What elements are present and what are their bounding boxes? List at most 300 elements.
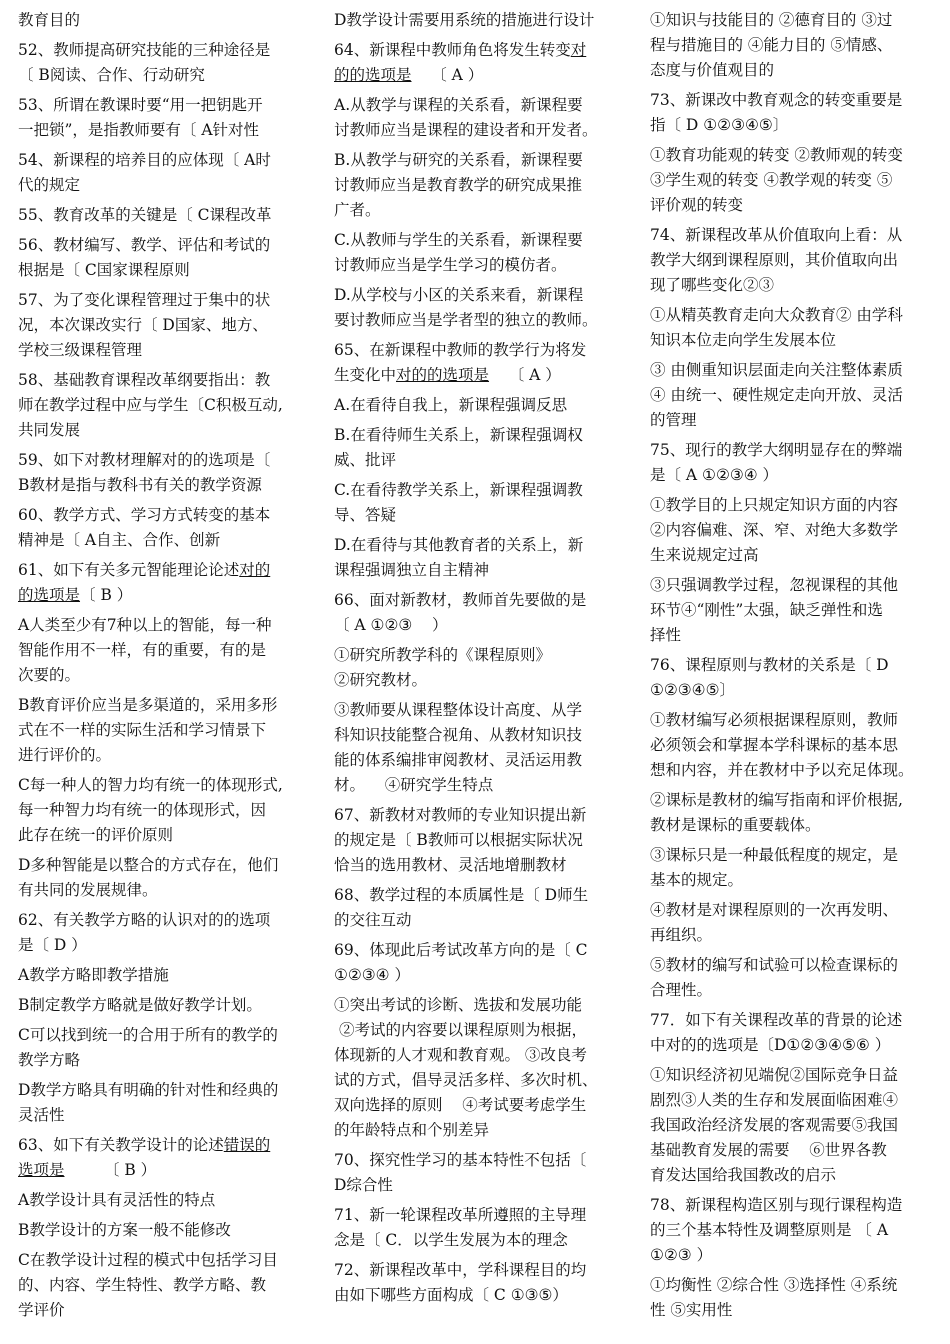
paragraph <box>650 88 944 138</box>
text-line <box>650 438 944 463</box>
line-text: 智能作用不一样，有的重要，有的是 <box>18 641 267 659</box>
text-line <box>650 678 944 703</box>
underlined-text: 错误的 <box>223 1136 271 1154</box>
paragraph <box>334 533 628 583</box>
line-text: ①均衡性 ②综合性 ③选择性 ④系统 <box>650 1276 898 1294</box>
text-line <box>334 853 628 878</box>
line-text: 有共同的发展规律。 <box>18 881 158 899</box>
line-text: 生变化中 <box>334 366 397 384</box>
text-line <box>18 203 308 228</box>
text-line <box>334 908 628 933</box>
text-line <box>650 58 944 83</box>
text-line <box>334 423 628 448</box>
text-line <box>334 588 628 613</box>
line-text: 现了哪些变化②③ <box>650 276 775 294</box>
text-line <box>334 503 628 528</box>
paragraph <box>18 993 308 1018</box>
text-line <box>18 878 308 903</box>
text-line <box>650 898 944 923</box>
text-line <box>334 8 628 33</box>
line-text: 想和内容，并在教材中予以充足体现。 <box>650 761 914 779</box>
text-line <box>334 803 628 828</box>
text-line <box>650 843 944 868</box>
line-text: B.在看待师生关系上，新课程强调权 <box>334 426 583 444</box>
paragraph <box>334 1148 628 1198</box>
line-text: D.从学校与小区的关系来看，新课程 <box>334 286 584 304</box>
line-text: 我国政治经济发展的客观需要⑤我国 <box>650 1116 899 1134</box>
text-line <box>650 1088 944 1113</box>
paragraph <box>18 288 308 363</box>
text-line <box>18 908 308 933</box>
line-text: 65、在新课程中教师的教学行为将发 <box>334 341 587 359</box>
text-line <box>334 308 628 333</box>
paragraph <box>18 368 308 443</box>
text-line <box>334 1068 628 1093</box>
paragraph <box>650 1008 944 1058</box>
text-line <box>650 358 944 383</box>
text-line <box>334 533 628 558</box>
line-text: ①②③ ） <box>650 1246 713 1264</box>
paragraph <box>650 953 944 1003</box>
line-tail: 〔 A ） <box>489 366 561 384</box>
text-line <box>334 1283 628 1308</box>
line-text: ②研究教材。 <box>334 671 428 689</box>
text-line <box>650 1113 944 1138</box>
paragraph <box>334 228 628 278</box>
text-line <box>334 338 628 363</box>
line-text: 知识本位走向学生发展本位 <box>650 331 837 349</box>
text-line <box>650 623 944 648</box>
paragraph <box>18 963 308 988</box>
line-text: 57、为了变化课程管理过于集中的状 <box>18 291 271 309</box>
line-text: 61、如下有关多元智能理论论述 <box>18 561 240 579</box>
text-line <box>650 1298 944 1323</box>
line-text: ①从精英教育走向大众教育② 由学科 <box>650 306 903 324</box>
line-text: 评价观的转变 <box>650 196 744 214</box>
line-text: 73、新课改中教育观念的转变重要是 <box>650 91 903 109</box>
text-line <box>334 1093 628 1118</box>
line-text: 75、现行的教学大纲明显存在的弊端 <box>650 441 903 459</box>
text-line <box>18 528 308 553</box>
line-text: 53、所谓在教课时要“用一把钥匙开 <box>18 96 263 114</box>
paragraph <box>334 1203 628 1253</box>
text-line <box>18 233 308 258</box>
text-line <box>334 363 628 388</box>
line-text: 进行评价的。 <box>18 746 112 764</box>
text-line <box>334 253 628 278</box>
paragraph <box>334 148 628 223</box>
line-text: ①突出考试的诊断、选拔和发展功能 <box>334 996 583 1014</box>
line-text: 64、新课程中教师角色将发生转变 <box>334 41 571 59</box>
text-line <box>650 1193 944 1218</box>
line-text: B教材是指与教科书有关的教学资源 <box>18 476 262 494</box>
text-line <box>18 1158 308 1183</box>
line-text: D多种智能是以整合的方式存在，他们 <box>18 856 279 874</box>
paragraph <box>650 573 944 648</box>
line-text: 合理性。 <box>650 981 713 999</box>
text-line <box>334 1228 628 1253</box>
line-text: 能的体系编排审阅教材、灵活运用教 <box>334 751 583 769</box>
line-text: 的管理 <box>650 411 697 429</box>
text-line <box>650 573 944 598</box>
line-text: 54、新课程的培养目的应体现〔 A时 <box>18 151 271 169</box>
paragraph <box>18 1248 308 1323</box>
line-text: D综合性 <box>334 1176 393 1194</box>
line-text: 56、教材编写、教学、评估和考试的 <box>18 236 271 254</box>
paragraph <box>334 38 628 88</box>
line-text: 指〔 D ①②③④⑤〕 <box>650 116 789 134</box>
paragraph <box>334 1258 628 1308</box>
text-line <box>18 693 308 718</box>
line-text: ②考试的内容要以课程原则为根据， <box>334 1021 587 1039</box>
paragraph <box>18 8 308 33</box>
paragraph <box>18 233 308 283</box>
text-line <box>18 1273 308 1298</box>
text-line <box>334 613 628 638</box>
line-text: 78、新课程构造区别与现行课程构造 <box>650 1196 903 1214</box>
line-text: 精神是〔 A自主、合作、创新 <box>18 531 221 549</box>
line-text: 的交往互动 <box>334 911 412 929</box>
paragraph <box>18 773 308 848</box>
text-line <box>18 558 308 583</box>
text-line <box>650 978 944 1003</box>
line-text: ③教师要从课程整体设计高度、从学 <box>334 701 583 719</box>
line-text: ②内容偏难、深、窄、对绝大多数学 <box>650 521 899 539</box>
paragraph <box>18 1133 308 1183</box>
line-text: A教学方略即教学措施 <box>18 966 169 984</box>
paragraph <box>650 1273 944 1323</box>
line-text: 70、探究性学习的基本特性不包括〔 <box>334 1151 587 1169</box>
text-line <box>650 113 944 138</box>
text-line <box>18 583 308 608</box>
line-text: ①教育功能观的转变 ②教师观的转变 <box>650 146 903 164</box>
text-line <box>334 1203 628 1228</box>
text-line <box>18 418 308 443</box>
underlined-text: 对 <box>570 41 587 59</box>
line-text: 环节④“刚性”太强，缺乏弹性和选 <box>650 601 883 619</box>
line-text: 课程强调独立自主精神 <box>334 561 490 579</box>
text-line <box>18 823 308 848</box>
text-line <box>650 1063 944 1088</box>
line-text: 76、课程原则与教材的关系是〔 D <box>650 656 889 674</box>
text-line <box>334 1173 628 1198</box>
text-line <box>18 1103 308 1128</box>
line-text: 71、新一轮课程改革所遵照的主导理 <box>334 1206 587 1224</box>
line-text: 67、新教材对教师的专业知识提出新 <box>334 806 587 824</box>
text-line <box>334 938 628 963</box>
underlined-text: 的的选项是 <box>334 66 412 84</box>
paragraph <box>334 93 628 143</box>
line-text: 每一种智力均有统一的体现形式，因 <box>18 801 267 819</box>
line-text: 一把锁”，是指教师要有〔 A针对性 <box>18 121 260 139</box>
paragraph <box>334 883 628 933</box>
line-tail: 〔 B ） <box>80 586 133 604</box>
text-line <box>18 288 308 313</box>
line-text: 程与措施目的 ④能力目的 ⑤情感、 <box>650 36 893 54</box>
line-text: A人类至少有7种以上的智能，每一种 <box>18 616 272 634</box>
line-text: 此存在统一的评价原则 <box>18 826 174 844</box>
line-text: 必须领会和掌握本学科课标的基本思 <box>650 736 899 754</box>
line-text: ③只强调教学过程，忽视课程的其他 <box>650 576 899 594</box>
line-text: 〔 A ①②③ ） <box>334 616 448 634</box>
paragraph <box>650 303 944 353</box>
paragraph <box>334 938 628 988</box>
line-text: 生来说规定过高 <box>650 546 759 564</box>
line-text: 59、如下对教材理解对的的选项是〔 <box>18 451 271 469</box>
line-text: B制定教学方略就是做好教学计划。 <box>18 996 262 1014</box>
text-line <box>334 1118 628 1143</box>
text-line <box>334 698 628 723</box>
paragraph <box>334 283 628 333</box>
text-line <box>650 8 944 33</box>
text-line <box>334 668 628 693</box>
text-line <box>334 393 628 418</box>
text-line <box>650 223 944 248</box>
text-line <box>650 543 944 568</box>
line-text: 66、面对新教材，教师首先要做的是 <box>334 591 587 609</box>
text-line <box>18 963 308 988</box>
text-line <box>18 933 308 958</box>
text-line <box>334 723 628 748</box>
text-line <box>334 963 628 988</box>
underlined-text: 选项是 <box>18 1161 65 1179</box>
line-text: 次要的。 <box>18 666 81 684</box>
line-text: 双向选择的原则 ④考试要考虑学生 <box>334 1096 587 1114</box>
line-text: ③课标只是一种最低程度的规定，是 <box>650 846 899 864</box>
line-text: A教学设计具有灵活性的特点 <box>18 1191 216 1209</box>
paragraph <box>334 8 628 33</box>
text-line <box>650 1008 944 1033</box>
paragraph <box>334 803 628 878</box>
paragraph <box>18 203 308 228</box>
text-line <box>334 993 628 1018</box>
text-line <box>18 1298 308 1323</box>
line-text: 63、如下有关教学设计的论述 <box>18 1136 224 1154</box>
paragraph <box>18 38 308 88</box>
column-3 <box>636 8 950 1344</box>
line-text: 中对的的选项是〔D①②③④⑤⑥ ） <box>650 1036 891 1054</box>
text-line <box>650 383 944 408</box>
paragraph <box>18 1023 308 1073</box>
paragraph <box>650 843 944 893</box>
text-line <box>334 198 628 223</box>
paragraph <box>18 1078 308 1128</box>
text-line <box>650 168 944 193</box>
line-text: 恰当的选用教材、灵活地增删教材 <box>334 856 567 874</box>
line-text: 55、教育改革的关键是〔 C课程改革 <box>18 206 272 224</box>
line-text: 威、批评 <box>334 451 397 469</box>
text-line <box>650 813 944 838</box>
line-text: A.在看待自我上，新课程强调反思 <box>334 396 568 414</box>
line-text: 基本的规定。 <box>650 871 744 889</box>
line-text: 教学方略 <box>18 1051 81 1069</box>
line-text: 62、有关教学方略的认识对的的选项 <box>18 911 271 929</box>
paragraph <box>650 788 944 838</box>
paragraph <box>650 223 944 298</box>
line-text: 基础教育发展的需要 ⑥世界各教 <box>650 1141 887 1159</box>
line-text: 要讨教师应当是学者型的独立的教师。 <box>334 311 598 329</box>
line-text: ①教学目的上只规定知识方面的内容 <box>650 496 899 514</box>
text-line <box>334 748 628 773</box>
text-line <box>650 518 944 543</box>
text-line <box>650 33 944 58</box>
text-line <box>18 638 308 663</box>
text-line <box>334 38 628 63</box>
paragraph <box>334 643 628 693</box>
line-text: 是〔 A ①②③④ ） <box>650 466 779 484</box>
text-line <box>334 1258 628 1283</box>
text-line <box>650 953 944 978</box>
line-text: 讨教师应当是课程的建设者和开发者。 <box>334 121 598 139</box>
paragraph <box>650 653 944 703</box>
line-text: 72、新课程改革中，学科课程目的均 <box>334 1261 587 1279</box>
text-line <box>334 1018 628 1043</box>
paragraph <box>18 908 308 958</box>
line-text: ①研究所教学科的《课程原则》 <box>334 646 552 664</box>
text-line <box>18 448 308 473</box>
text-line <box>18 258 308 283</box>
paragraph <box>650 358 944 433</box>
text-line <box>18 1133 308 1158</box>
text-line <box>650 88 944 113</box>
paragraph <box>650 8 944 83</box>
paragraph <box>650 493 944 568</box>
line-text: 材。 ④研究学生特点 <box>334 776 494 794</box>
text-line <box>334 1148 628 1173</box>
text-line <box>334 773 628 798</box>
line-text: 育发达国给我国教改的启示 <box>650 1166 837 1184</box>
text-line <box>334 883 628 908</box>
text-line <box>650 733 944 758</box>
line-text: 教学大纲到课程原则，其价值取向出 <box>650 251 899 269</box>
text-line <box>650 708 944 733</box>
line-text: ④教材是对课程原则的一次再发明、 <box>650 901 899 919</box>
line-text: ④ 由统一、硬性规定走向开放、灵活 <box>650 386 903 404</box>
line-text: 导、答疑 <box>334 506 397 524</box>
text-line <box>334 1043 628 1068</box>
line-text: 69、体现此后考试改革方向的是〔 C <box>334 941 588 959</box>
text-line <box>18 743 308 768</box>
paragraph <box>18 853 308 903</box>
text-line <box>650 303 944 328</box>
text-line <box>18 393 308 418</box>
line-text: D.在看待与其他教育者的关系上，新 <box>334 536 584 554</box>
line-text: 体现新的人才观和教育观。 ③改良考 <box>334 1046 587 1064</box>
paragraph <box>334 993 628 1143</box>
line-text: 科知识技能整合视角、从教材知识技 <box>334 726 583 744</box>
line-text: 学评价 <box>18 1301 65 1319</box>
line-text: 式在不一样的实际生活和学习情景下 <box>18 721 267 739</box>
text-line <box>18 313 308 338</box>
text-line <box>334 448 628 473</box>
text-line <box>650 493 944 518</box>
line-text: 师在教学过程中应与学生〔C积极互动, <box>18 396 283 414</box>
line-text: 试的方式，倡导灵活多样、多次时机、 <box>334 1071 598 1089</box>
line-text: C每一种人的智力均有统一的体现形式, <box>18 776 283 794</box>
text-line <box>18 63 308 88</box>
line-text: ①知识与技能目的 ②德育目的 ③过 <box>650 11 893 29</box>
line-text: D教学方略具有明确的针对性和经典的 <box>18 1081 279 1099</box>
paragraph <box>18 1218 308 1243</box>
line-text: 性 ⑤实用性 <box>650 1301 733 1319</box>
line-tail: 〔 A ） <box>411 66 484 84</box>
line-text: B教学设计的方案一般不能修改 <box>18 1221 231 1239</box>
paragraph <box>18 613 308 688</box>
underlined-text: 的选项是 <box>18 586 81 604</box>
line-text: ①②③④ ） <box>334 966 411 984</box>
line-text: ③学生观的转变 ④教学观的转变 ⑤ <box>650 171 893 189</box>
line-text: 教育目的 <box>18 11 81 29</box>
text-line <box>334 63 628 88</box>
text-line <box>334 828 628 853</box>
paragraph <box>650 898 944 948</box>
text-line <box>650 923 944 948</box>
text-line <box>334 93 628 118</box>
text-line <box>650 653 944 678</box>
text-line <box>650 143 944 168</box>
text-line <box>18 718 308 743</box>
line-text: ②课标是教材的编写指南和评价根据, <box>650 791 903 809</box>
text-line <box>334 558 628 583</box>
line-text: 〔 B阅读、合作、行动研究 <box>18 66 205 84</box>
paragraph <box>18 1188 308 1213</box>
line-text: 58、基础教育课程改革纲要指出：教 <box>18 371 271 389</box>
line-text: 剧烈③人类的生存和发展面临困难④ <box>650 1091 899 1109</box>
text-line <box>650 1033 944 1058</box>
text-line <box>650 193 944 218</box>
text-line <box>334 118 628 143</box>
line-text: C.在看待教学关系上，新课程强调教 <box>334 481 583 499</box>
line-text: 讨教师应当是学生学习的模仿者。 <box>334 256 567 274</box>
line-text: 态度与价值观目的 <box>650 61 775 79</box>
line-text: 77．如下有关课程改革的背景的论述 <box>650 1011 903 1029</box>
line-text: ①知识经济初见端倪②国际竞争日益 <box>650 1066 899 1084</box>
line-text: 念是〔 C．以学生发展为本的理念 <box>334 1231 568 1249</box>
text-line <box>650 1163 944 1188</box>
text-line <box>18 613 308 638</box>
text-line <box>18 148 308 173</box>
paragraph <box>18 93 308 143</box>
text-line <box>650 788 944 813</box>
line-text: 74、新课程改革从价值取向上看：从 <box>650 226 903 244</box>
line-text: ①教材编写必须根据课程原则，教师 <box>650 711 899 729</box>
line-text: 广者。 <box>334 201 381 219</box>
paragraph <box>18 148 308 198</box>
line-text: 择性 <box>650 626 682 644</box>
line-text: C在教学设计过程的模式中包括学习目 <box>18 1251 278 1269</box>
line-text: 的、内容、学生特性、教学方略、教 <box>18 1276 267 1294</box>
text-line <box>18 1023 308 1048</box>
paragraph <box>18 448 308 498</box>
paragraph <box>334 698 628 798</box>
line-text: 68、教学过程的本质属性是〔 D师生 <box>334 886 589 904</box>
text-line <box>18 1248 308 1273</box>
line-text: 由如下哪些方面构成〔 C ①③⑤） <box>334 1286 568 1304</box>
text-line <box>334 283 628 308</box>
text-line <box>650 758 944 783</box>
paragraph <box>334 588 628 638</box>
line-text: ①②③④⑤〕 <box>650 681 735 699</box>
line-tail: 〔 B ） <box>64 1161 157 1179</box>
text-line <box>334 148 628 173</box>
line-text: 是〔 D ） <box>18 936 87 954</box>
paragraph <box>334 478 628 528</box>
line-text: ⑤教材的编写和试验可以检查课标的 <box>650 956 899 974</box>
line-text: 根据是〔 C国家课程原则 <box>18 261 190 279</box>
text-line <box>650 1138 944 1163</box>
line-text: 的规定是〔 B教师可以根据实际状况 <box>334 831 583 849</box>
line-text: D教学设计需要用系统的措施进行设计 <box>334 11 595 29</box>
